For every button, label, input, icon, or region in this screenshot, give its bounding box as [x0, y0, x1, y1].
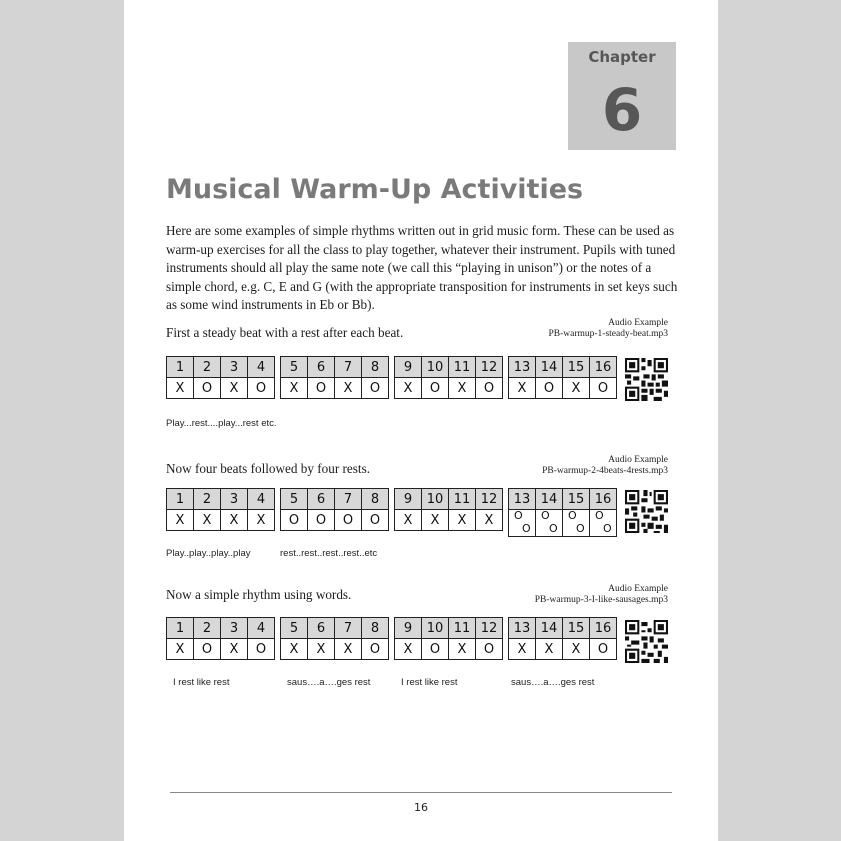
- beat-mark: X: [248, 510, 275, 531]
- beat-mark: O: [590, 639, 617, 660]
- qr-code-icon[interactable]: [625, 620, 668, 663]
- audio-file: PB-warmup-1-steady-beat.mp3: [548, 329, 668, 339]
- beat-mark: O: [590, 378, 617, 399]
- split-beat-mark: [509, 510, 536, 537]
- beat-number: 9: [395, 618, 422, 639]
- half-beat-mark: O: [549, 522, 558, 535]
- beat-mark: O: [248, 639, 275, 660]
- beat-mark: O: [362, 510, 389, 531]
- beat-number: 13: [509, 618, 536, 639]
- beat-caption: I rest like rest: [173, 677, 230, 688]
- beat-number: 6: [308, 357, 335, 378]
- beat-number: 11: [449, 357, 476, 378]
- beat-number: 7: [335, 618, 362, 639]
- beat-number: 14: [536, 618, 563, 639]
- split-beat-mark: [563, 510, 590, 537]
- qr-code-icon[interactable]: [625, 490, 668, 533]
- beat-mark: X: [509, 378, 536, 399]
- beat-caption: I rest like rest: [401, 677, 458, 688]
- beat-caption: Play...rest....play...rest etc.: [166, 418, 277, 429]
- beat-caption: rest..rest..rest..rest..etc: [280, 548, 378, 559]
- beat-number: 15: [563, 618, 590, 639]
- beat-mark: O: [362, 639, 389, 660]
- beat-number: 13: [509, 489, 536, 510]
- beat-mark: X: [281, 378, 308, 399]
- beat-number: 6: [308, 618, 335, 639]
- beat-number: 16: [590, 357, 617, 378]
- beat-number: 1: [167, 357, 194, 378]
- beat-mark: X: [476, 510, 503, 531]
- beat-mark: X: [509, 639, 536, 660]
- beat-mark: O: [536, 378, 563, 399]
- beat-number: 11: [449, 489, 476, 510]
- beat-grid-1-2: [280, 356, 389, 399]
- beat-mark: X: [449, 639, 476, 660]
- beat-grid-2-2: [280, 488, 389, 531]
- beat-mark: X: [194, 510, 221, 531]
- beat-grid-2-3: [394, 488, 503, 531]
- audio-label: Audio Example: [608, 318, 668, 328]
- section-1-lead: First a steady beat with a rest after each beat.: [166, 325, 404, 340]
- audio-label: Audio Example: [608, 455, 668, 465]
- audio-label: Audio Example: [608, 584, 668, 594]
- beat-number: 5: [281, 357, 308, 378]
- beat-number: 7: [335, 489, 362, 510]
- chapter-badge: [568, 42, 676, 150]
- half-beat-mark: O: [541, 509, 550, 522]
- beat-number: 8: [362, 618, 389, 639]
- beat-grid-3-1: [166, 617, 275, 660]
- beat-mark: X: [395, 510, 422, 531]
- section-3-lead: Now a simple rhythm using words.: [166, 587, 352, 602]
- half-beat-mark: O: [603, 522, 612, 535]
- beat-mark: X: [221, 639, 248, 660]
- beat-number: 16: [590, 618, 617, 639]
- page-number: 16: [414, 801, 428, 814]
- split-beat-mark: [536, 510, 563, 537]
- footer-divider: [170, 792, 672, 793]
- beat-mark: O: [476, 378, 503, 399]
- half-beat-mark: O: [568, 509, 577, 522]
- beat-mark: X: [422, 510, 449, 531]
- beat-number: 14: [536, 357, 563, 378]
- beat-mark: O: [194, 378, 221, 399]
- beat-grid-3-4: [508, 617, 617, 660]
- beat-mark: X: [563, 378, 590, 399]
- beat-mark: X: [281, 639, 308, 660]
- half-beat-mark: O: [595, 509, 604, 522]
- beat-number: 9: [395, 357, 422, 378]
- beat-mark: O: [194, 639, 221, 660]
- beat-number: 11: [449, 618, 476, 639]
- beat-mark: O: [476, 639, 503, 660]
- beat-number: 2: [194, 489, 221, 510]
- audio-file: PB-warmup-3-I-like-sausages.mp3: [534, 595, 668, 605]
- beat-number: 10: [422, 357, 449, 378]
- beat-number: 2: [194, 618, 221, 639]
- beat-mark: X: [449, 378, 476, 399]
- beat-mark: O: [362, 378, 389, 399]
- beat-grid-1-3: [394, 356, 503, 399]
- beat-mark: X: [395, 639, 422, 660]
- beat-mark: X: [536, 639, 563, 660]
- beat-number: 14: [536, 489, 563, 510]
- beat-caption: saus….a….ges rest: [511, 677, 595, 688]
- beat-number: 3: [221, 357, 248, 378]
- beat-number: 7: [335, 357, 362, 378]
- half-beat-mark: O: [514, 509, 523, 522]
- beat-number: 5: [281, 618, 308, 639]
- beat-number: 2: [194, 357, 221, 378]
- beat-mark: X: [335, 639, 362, 660]
- beat-number: 9: [395, 489, 422, 510]
- beat-number: 4: [248, 489, 275, 510]
- beat-grid-1-1: [166, 356, 275, 399]
- beat-number: 6: [308, 489, 335, 510]
- beat-number: 4: [248, 618, 275, 639]
- qr-code-icon[interactable]: [625, 358, 668, 401]
- beat-mark: O: [248, 378, 275, 399]
- beat-mark: X: [221, 510, 248, 531]
- section-2-audio: [542, 455, 668, 477]
- beat-caption: saus….a….ges rest: [287, 677, 371, 688]
- beat-mark: O: [281, 510, 308, 531]
- half-beat-mark: O: [576, 522, 585, 535]
- beat-grid-1-4: [508, 356, 617, 399]
- chapter-number: 6: [601, 76, 643, 144]
- beat-mark: O: [335, 510, 362, 531]
- beat-grid-2-4: [508, 488, 617, 537]
- beat-number: 10: [422, 489, 449, 510]
- beat-grid-2-1: [166, 488, 275, 531]
- beat-mark: O: [422, 639, 449, 660]
- beat-grid-3-3: [394, 617, 503, 660]
- beat-number: 15: [563, 357, 590, 378]
- beat-mark: O: [308, 510, 335, 531]
- half-beat-mark: O: [522, 522, 531, 535]
- beat-mark: X: [308, 639, 335, 660]
- beat-mark: X: [167, 510, 194, 531]
- beat-mark: X: [449, 510, 476, 531]
- beat-mark: X: [167, 378, 194, 399]
- beat-number: 1: [167, 489, 194, 510]
- beat-mark: O: [308, 378, 335, 399]
- chapter-label: Chapter: [588, 48, 656, 66]
- beat-number: 5: [281, 489, 308, 510]
- book-page: [124, 0, 718, 841]
- beat-number: 15: [563, 489, 590, 510]
- beat-grid-3-2: [280, 617, 389, 660]
- beat-caption: Play..play..play..play: [166, 548, 251, 559]
- section-2-lead: Now four beats followed by four rests.: [166, 461, 370, 476]
- beat-number: 3: [221, 489, 248, 510]
- section-3-audio: [535, 584, 668, 606]
- beat-mark: X: [167, 639, 194, 660]
- beat-number: 8: [362, 489, 389, 510]
- beat-number: 8: [362, 357, 389, 378]
- beat-mark: X: [563, 639, 590, 660]
- beat-number: 10: [422, 618, 449, 639]
- beat-number: 4: [248, 357, 275, 378]
- intro-paragraph: Here are some examples of simple rhythms written out in grid music form. These can be used as warm-up exercises for all the class to play together, whatever their instrument. Pupils with tuned instruments should all play the same note (we call this “playing in unison”) or the notes of a simple chord, e.g. C, E and G (with the appropriate transposition for instruments in set keys such as some wind instruments in Eb or Bb).: [166, 223, 678, 312]
- beat-number: 12: [476, 489, 503, 510]
- beat-number: 13: [509, 357, 536, 378]
- beat-number: 16: [590, 489, 617, 510]
- beat-mark: X: [395, 378, 422, 399]
- audio-file: PB-warmup-2-4beats-4rests.mp3: [542, 466, 668, 476]
- beat-number: 12: [476, 618, 503, 639]
- beat-number: 12: [476, 357, 503, 378]
- beat-mark: O: [422, 378, 449, 399]
- beat-number: 1: [167, 618, 194, 639]
- beat-number: 3: [221, 618, 248, 639]
- beat-mark: X: [335, 378, 362, 399]
- page-title: Musical Warm-Up Activities: [166, 174, 584, 205]
- beat-mark: X: [221, 378, 248, 399]
- split-beat-mark: [590, 510, 617, 537]
- section-1-audio: [548, 318, 668, 340]
